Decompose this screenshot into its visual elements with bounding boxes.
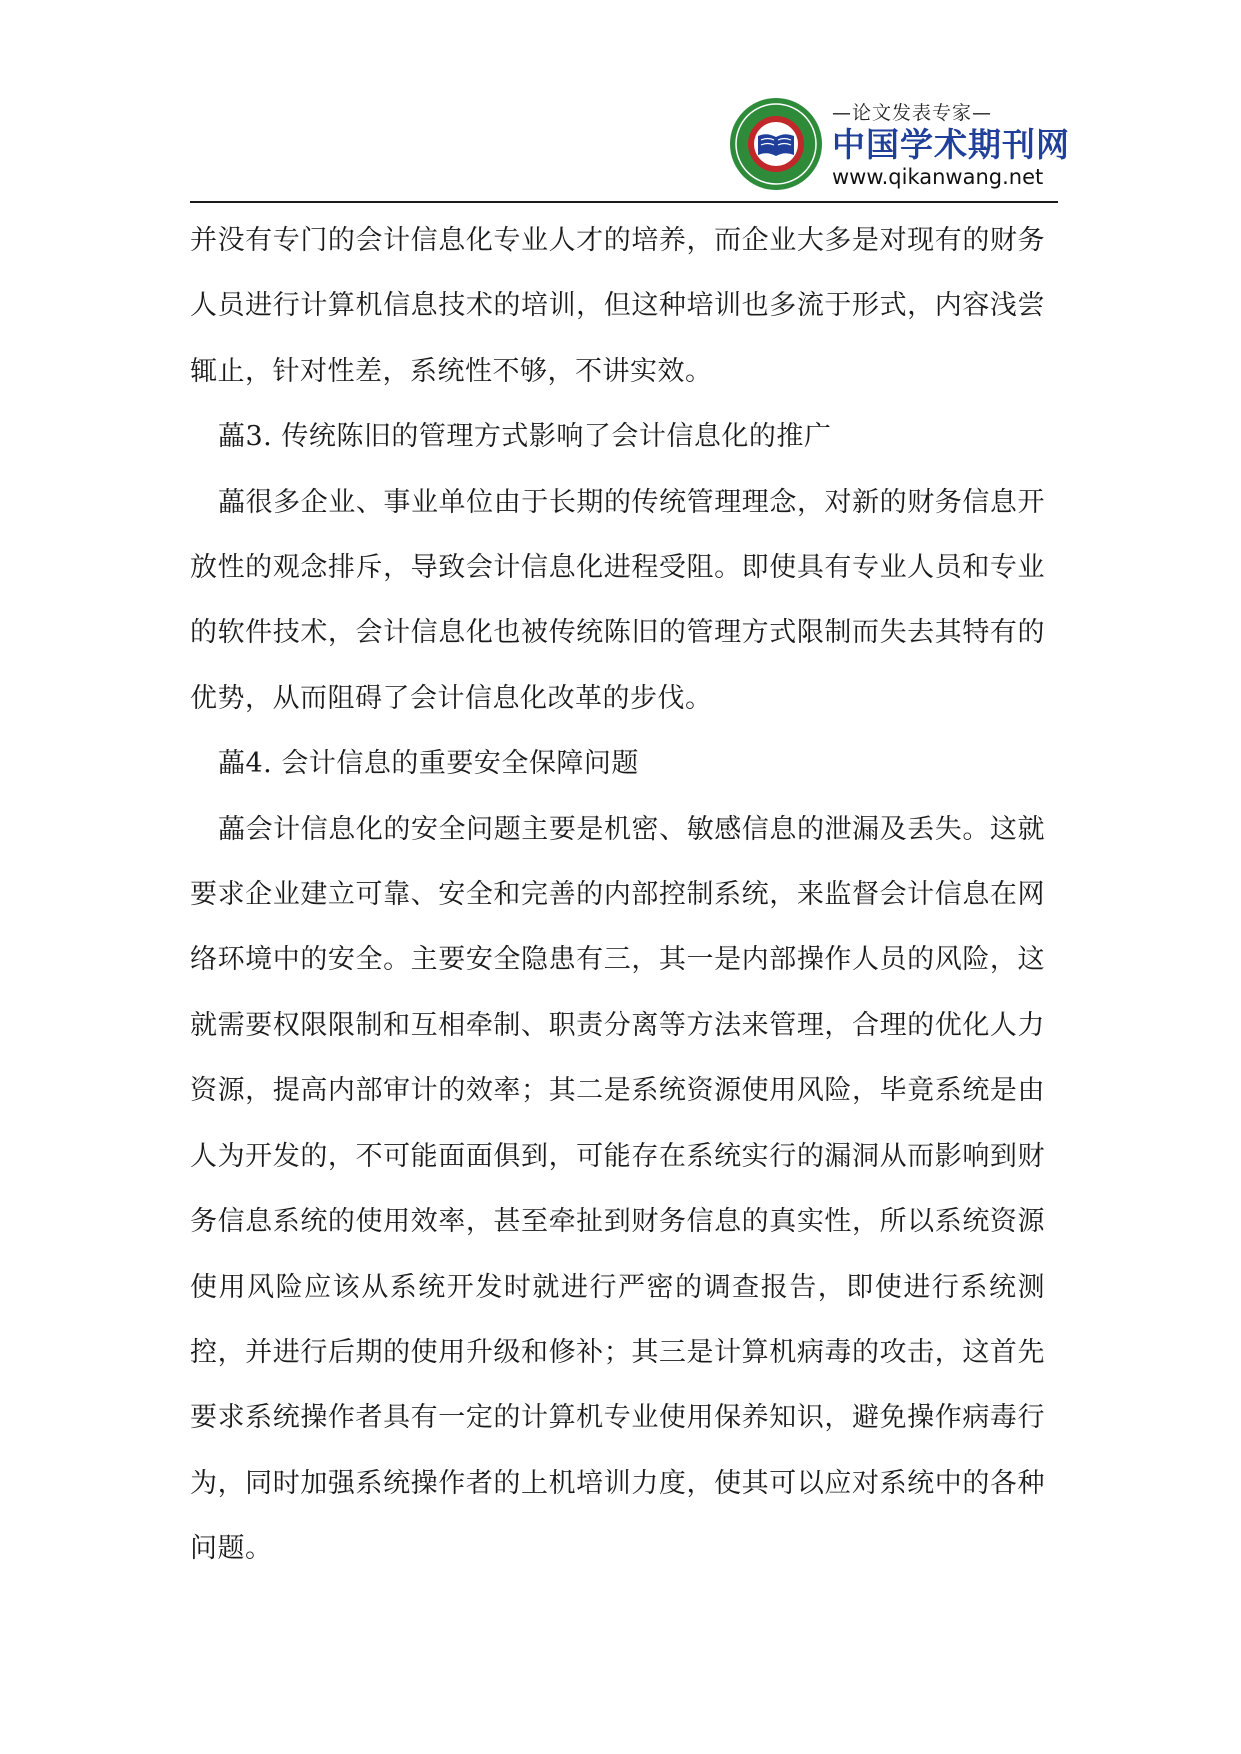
logo-text (832, 98, 1070, 189)
paragraph-1: 并没有专门的会计信息化专业人才的培养，而企业大多是对现有的财务人员进行计算机信息技术的培训，但这种培训也多流于形式，内容浅尝辄止，针对性差，系统性不够，不讲实效。 (190, 225, 1045, 387)
logo-slogan: —论文发表专家— (832, 102, 993, 124)
logo-url: www.qikanwang.net (832, 165, 1044, 189)
section-heading-4: 藟4. 会计信息的重要安全保障问题 (218, 748, 639, 780)
paragraph-2: 藟很多企业、事业单位由于长期的传统管理理念，对新的财务信息开放性的观念排斥，导致会计信息化进程受阻。即使具有专业人员和专业的软件技术，会计信息化也被传统陈旧的管理方式限制而失去其特有的优势，从而阻碍了会计信息化改革的步伐。 (190, 486, 1045, 714)
header-divider (190, 201, 1058, 203)
article-body (190, 208, 1045, 1582)
logo-brand-name: 中国学术期刊网 (832, 125, 1070, 164)
publisher-logo (728, 90, 1070, 200)
paragraph-3: 藟会计信息化的安全问题主要是机密、敏感信息的泄漏及丢失。这就要求企业建立可靠、安全和完善的内部控制系统，来监督会计信息在网络环境中的安全。主要安全隐患有三，其一是内部操作人员的风险，这就需要权限限制和互相牵制、职责分离等方法来管理，合理的优化人力资源，提高内部审计的效率；其二是系统资源使用风险，毕竟系统是由人为开发的，不可能面面俱到，可能存在系统实行的漏洞从而影响到财务信息系统的使用效率，甚至牵扯到财务信息的真实性，所以系统资源使用风险应该从系统开发时就进行严密的调查报告，即使进行系统测控，并进行后期的使用升级和修补；其三是计算机病毒的攻击，这首先要求系统操作者具有一定的计算机专业使用保养知识，避免操作病毒行为，同时加强系统操作者的上机培训力度，使其可以应对系统中的各种问题。 (190, 813, 1045, 1565)
section-heading-3: 藟3. 传统陈旧的管理方式影响了会计信息化的推广 (218, 421, 832, 453)
page-header (190, 90, 1070, 200)
book-seal-icon (728, 96, 824, 192)
